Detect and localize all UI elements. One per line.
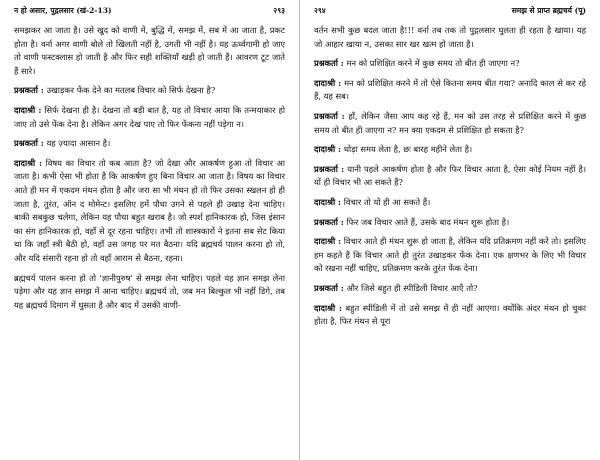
right-paragraph-1: वर्तन सभी कुछ बदल जाता है!!! वर्ना तब तक तो पुद्गलसार घुलता ही रहता है खाया। यह जो आहार खाया न, उसका सार खर खत्म हो जाता है। <box>314 25 586 49</box>
right-paragraph-7: दादाश्री : विचार तो यों ही आ सकते हैं। <box>314 196 431 207</box>
right-paragraph-3: दादाश्री : मन को प्रशिक्षित करने में तो ऐसे कितना समय बीत गया? अनादि काल से कर रहे हैं, यह सब। <box>314 77 586 102</box>
speaker-label: दादाश्री : <box>314 144 342 155</box>
right-paragraph-11: दादाश्री : बहुत स्पीडिली में तो उसे समझ में ही नहीं आएगा। क्योंकि अंदर मंथन हो चुका होता है, फिर मंथन से पूरा <box>314 302 586 327</box>
left-paragraph-5: दादाश्री : विषय का विचार तो कब आता है? जो देखा और आकर्षण हुआ तो विचार आ जाता है। कभी ऐसा भी होता है कि आकर्षण हुए बिना विचार आ जाता है। विषय का विचार आते ही मन में एकदम मंथन होता है और जरा सा भी मंथन हो तो फिर उसका स्खलन हो ही जाता है, तुरंत, ऑन द मोमेन्ट। इसलिए हमें पौधा उगने से पहले ही उखाड़ देना चाहिए। बाकी सबकुछ चलेगा, लेकिन यह पौधा बहुत खराब है। जो स्पर्श हानिकारक हो, जिस इंसान का संग हानिकारक हो, वहाँ से दूर रहना चाहिए। तभी तो शास्त्रकारों ने इतना सब सेट किया था कि जहाँ स्त्री बैठी हो, वहाँ उस जगह पर मत बैठना। यदि ब्रह्मचर्य पालन करना हो तो, और यदि संसारी रहना हो तो वहाँ आराम से बैठना, रहना। <box>14 157 286 263</box>
speaker-label: दादाश्री : <box>14 157 43 168</box>
speaker-label: प्रश्नकर्ता : <box>314 163 345 174</box>
speaker-label: प्रश्नकर्ता : <box>314 216 344 227</box>
right-header <box>314 6 586 20</box>
left-page-number: २९३ <box>273 6 285 15</box>
speaker-label: प्रश्नकर्ता : <box>314 110 345 121</box>
left-header <box>14 6 285 20</box>
left-paragraph-1: समझकर आ जाता है। उसे खुद को वाणी में, बुद्धि में, समझ में, सब में आ जाता है, प्रकट होता है। वर्ना अगर वाणी बोले तो खिलती नहीं है, उगती भी नहीं है। यह ऊर्ध्वगामी हो जाए तो वाणी फस्टक्लास हो जाती है और फिर सही शक्तियाँ खड़ी हो जाती हैं। आवरण टूट जाते हैं सारे। <box>14 25 285 76</box>
right-page-number: २९४ <box>314 6 326 15</box>
speaker-label: दादाश्री : <box>314 236 342 247</box>
speaker-label: दादाश्री : <box>314 302 342 313</box>
right-paragraph-2: प्रश्नकर्ता : मन को प्रशिक्षित करने में कुछ समय तो बीत ही जाएगा न? <box>314 58 520 69</box>
right-paragraph-4: प्रश्नकर्ता : हाँ, लेकिन जैसा आप कह रहे हैं, मन को उस तरह से प्रशिक्षित करने में कुछ समय तो बीत ही जाएगा न? मन क्या एकदम से प्रशिक्षित हो सकता है? <box>314 110 587 135</box>
speaker-label: प्रश्नकर्ता : <box>14 85 44 96</box>
right-paragraph-8: प्रश्नकर्ता : फिर जब विचार आते हैं, उसके बाद मंथन शुरू होता है। <box>314 216 510 227</box>
left-paragraph-2: प्रश्नकर्ता : उखाड़कर फेंक देने का मतलब विचार को सिर्फ देखना है? <box>14 85 216 96</box>
right-header-title: समझ से प्राप्त ब्रह्मचर्य (पू) <box>511 6 586 15</box>
left-paragraph-6: ब्रह्मचर्य पालन करना हो तो 'ज्ञानीपुरुष' से समझ लेना चाहिए। पहले यह ज्ञान समझ लेना पड़ेगा और यह ज्ञान समझ में आना चाहिए। ब्रह्मचर्य तो, जब मन बिल्कुल भी नहीं डिगे, तब यह ब्रह्मचर्य दिमाग में घुसता है और बाद में उसकी वाणी- <box>14 272 285 310</box>
right-paragraph-5: दादाश्री : थोड़ा समय लेता है, छः बारह महीने लेता है। <box>314 144 473 155</box>
left-header-title: न हो असार, पुद्गलसार (खं-2-13) <box>14 6 112 15</box>
speaker-label: प्रश्नकर्ता : <box>314 282 344 293</box>
speaker-label: प्रश्नकर्ता : <box>14 138 44 149</box>
speaker-label: दादाश्री : <box>314 77 342 88</box>
speaker-label: प्रश्नकर्ता : <box>314 58 344 69</box>
left-paragraph-3: दादाश्री : सिर्फ देखना ही है। देखना तो बड़ी बात है, यह तो विचार आया कि तन्मयाकार हो जाए तो उसे फेंक देना है। लेकिन अगर देख पाए तो फिर फेंकना नहीं पड़ेगा न। <box>14 104 285 129</box>
right-paragraph-6: प्रश्नकर्ता : यानी पहले आकर्षण होता है और फिर विचार आता है, ऐसा कोई नियम नहीं है। यों ही विचार भी आ सकते हैं? <box>314 163 586 188</box>
left-paragraph-4: प्रश्नकर्ता : यह ज़्यादा आसान है। <box>14 138 111 149</box>
speaker-label: दादाश्री : <box>314 196 342 207</box>
right-paragraph-9: दादाश्री : विचार आते ही मंथन शुरू हो जाता है, लेकिन यदि प्रतिक्रमण नहीं करें तो। इसलिए हम कहते हैं कि विचार आते ही तुरंत उखाड़कर फेंक देना। एक क्षणभर के लिए भी विचार को रखना नहीं चाहिए, प्रतिक्रमण करके तुरंत फेंक देना। <box>314 236 586 274</box>
right-page <box>300 0 600 460</box>
speaker-label: दादाश्री : <box>14 104 42 115</box>
right-paragraph-10: प्रश्नकर्ता : और जिसे बहुत ही स्पीडिली विचार आएँ तो? <box>314 282 478 293</box>
